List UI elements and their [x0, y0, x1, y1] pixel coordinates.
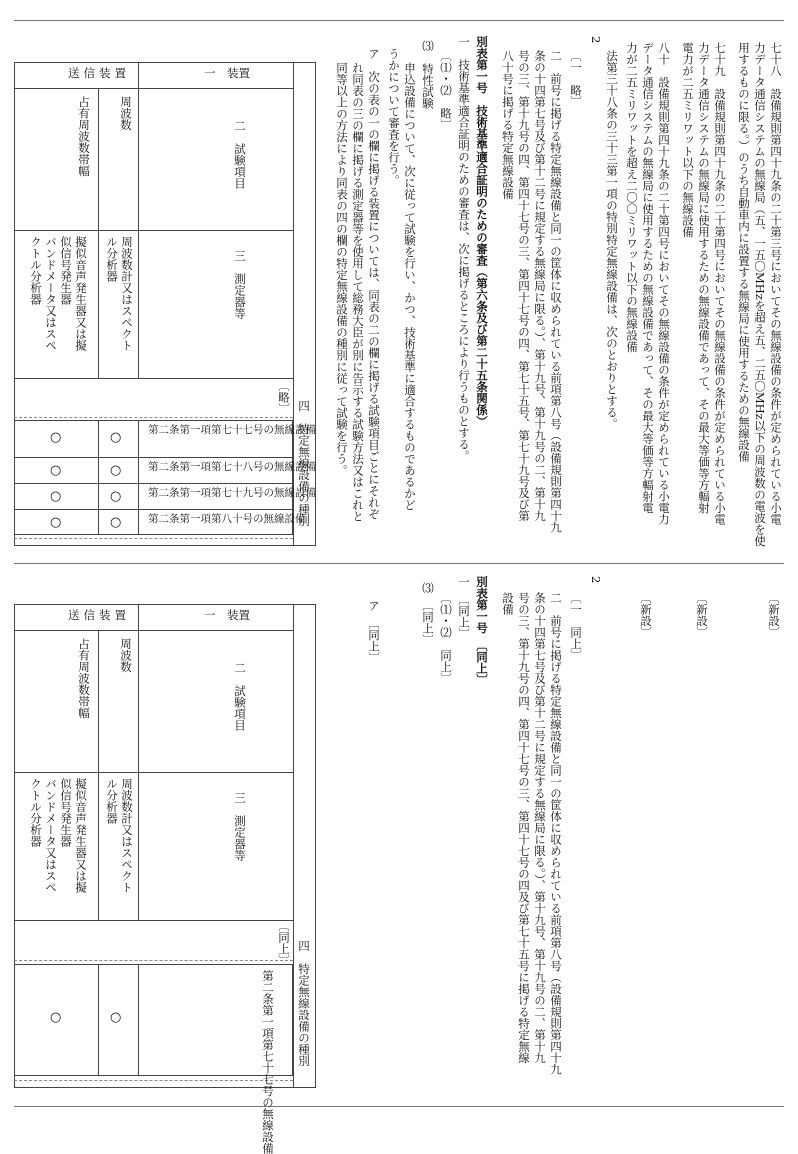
lower-same-mark: 〔同上〕 — [277, 920, 291, 966]
sub-a-line-3: 同等以上の方法により同表の四の欄の特定無線設備の種別に従って試験を行う。 — [335, 62, 349, 476]
lower-appendix-item-1: 一 〔同上〕 — [457, 576, 471, 640]
lower-appendix-title: 別表第一号 〔同上〕 — [475, 576, 489, 686]
lower-para-2-item-2-line-3: 号の三、第十九号の四、第四十七号の三、第四十七号の四及び第七十五号に掲げる特定無線 — [517, 592, 531, 1064]
sub-3-text-line-2: うかについて審査を行う。 — [387, 48, 401, 186]
upper-row2-inst: 擬似音声発生器又は擬 似信号発生器 バンドメータ又はスペ クトル分析器 — [29, 236, 88, 351]
upper-row2-item: 占有周波数帯幅 — [77, 96, 91, 177]
lower-row-divider — [14, 772, 293, 773]
upper-mark-3b: ○ — [50, 489, 62, 504]
upper-kind-header: 四 特定無線設備の種別 — [297, 400, 311, 527]
upper-kind-2: 第二条第一項第七十八号の無線設備 — [148, 461, 316, 473]
lower-row2-item: 占有周波数帯幅 — [77, 638, 91, 719]
middle-rule — [14, 563, 784, 564]
sub-a-line-2: れ同表の三の欄に掲げる測定器等を使用して総務大臣が別に告示する試験方法又はこれと — [351, 62, 365, 522]
upper-item-divider — [98, 88, 99, 378]
para-2-item-2-line-2: 条の十四第七号及び第十二号に規定する無線局に限る。）、第十九号、第十九号の二、第十九 — [533, 50, 547, 522]
lower-head-divider — [138, 604, 139, 630]
new-mark-78: 〔新設〕 — [767, 592, 781, 638]
lower-para-2-item-1: 〔一 同上〕 — [569, 592, 583, 661]
lower-row1-inst: 周波数計又はスペクト ル分析器 — [105, 778, 134, 893]
lower-mark-b: ○ — [50, 1010, 62, 1025]
upper-mark-4a: ○ — [110, 515, 122, 530]
item-78-line-2: 力データ通信システムの無線局（五、一五〇MHzを超え五、二五〇MHz以下の周波数の電波を使 — [753, 42, 767, 547]
lower-kind-vdiv-1 — [98, 964, 99, 1076]
lower-dash-top — [14, 960, 293, 961]
item-79-line-1: 七十九 設備規則第四十九条の二十第四号においてその無線設備の条件が定められている小電 — [713, 42, 727, 525]
upper-mark-1a: ○ — [110, 430, 122, 445]
upper-row1-inst: 周波数計又はスペクト ル分析器 — [105, 236, 134, 351]
upper-item-header: 二 試験項目 — [233, 120, 247, 189]
bottom-rule — [14, 1106, 784, 1107]
upper-omit-rule — [14, 378, 293, 379]
upper-head-divider — [138, 62, 139, 88]
upper-tx-header: 送信装置 — [68, 66, 130, 80]
top-rule — [14, 20, 784, 21]
lower-sub-1-2: 〔⑴・⑵ 同上〕 — [439, 592, 453, 684]
appendix-title: 別表第一号 技術基準適合証明のための審査（第六条及び第二十五条関係） — [475, 36, 489, 427]
para-2-item-2-line-3: 号の三、第十九号の四、第四十七号の三、第四十七号の四、第七十五号、第七十九号及び第 — [517, 50, 531, 522]
item-79-line-3: 電力が二五ミリワット以下の無線設備 — [681, 42, 695, 238]
upper-row-divider — [14, 230, 293, 231]
lower-kind-header: 四 特定無線設備の種別 — [297, 940, 311, 1067]
para-2-item-2-line-1: 二 前号に掲げる特定無線設備と同一の筐体に収められている前項第八号（設備規則第四十九 — [549, 50, 563, 533]
lower-inst-header: 三 測定器等 — [233, 792, 247, 861]
sub-a-line-1: ア 次の表の一の欄に掲げる装置については、同表の二の欄に掲げる試験項目ごとにそれぞ — [367, 48, 381, 520]
item-79-line-2: 力データ通信システムの無線局に使用するための無線設備であって、その最大等価等方輻射 — [697, 42, 711, 514]
lower-para-2-item-2-line-4: 設備 — [501, 592, 515, 615]
upper-inst-header: 三 測定器等 — [233, 250, 247, 319]
para-2-item-2-line-4: 八十号に掲げる特定無線設備 — [501, 50, 515, 200]
new-mark-80: 〔新設〕 — [639, 592, 653, 638]
upper-kind-1: 第二条第一項第七十七号の無線設備 — [148, 424, 316, 436]
lower-item-divider — [98, 630, 99, 920]
sub-1-2-omitted: 〔⑴・⑵ 略〕 — [439, 50, 453, 131]
upper-kind-vdiv-2 — [138, 420, 139, 535]
upper-kind-rule-1 — [14, 457, 293, 458]
item-78-line-3: 用するものに限る。）のうち自動車内に設置する無線局に使用するための無線設備 — [737, 42, 751, 462]
new-mark-79: 〔新設〕 — [695, 592, 709, 638]
upper-mark-2a: ○ — [110, 463, 122, 478]
upper-kind-3: 第二条第一項第七十九号の無線設備 — [148, 487, 316, 499]
lower-mid-divider — [138, 630, 139, 920]
lower-mark-a: ○ — [110, 1010, 122, 1025]
appendix-item-1: 一 技術基準適合証明のための審査は、次に掲げるところにより行うものとする。 — [457, 36, 471, 462]
upper-mark-4b: ○ — [50, 515, 62, 530]
lower-same-rule — [14, 920, 293, 921]
para-2-item-1-omitted: 〔一 略〕 — [569, 50, 583, 108]
para-2-text: 法第三十八条の三十三第一項の特別特定無線設備は、次のとおりとする。 — [605, 50, 619, 430]
upper-mark-1b: ○ — [50, 430, 62, 445]
lower-kind-1: 第二条第一項第七十七号の無線設備 — [261, 970, 275, 1154]
lower-tx-header: 送信装置 — [68, 608, 130, 622]
lower-kind-header-col — [293, 604, 294, 1088]
lower-dash-bottom — [14, 1080, 293, 1081]
sub-3-text-line-1: 申込設備について、次に従って試験を行い、かつ、技術基準に適合するものであるかど — [403, 62, 417, 511]
upper-kind-vdiv-1 — [98, 420, 99, 535]
upper-device-header: 一 装置 — [204, 66, 250, 80]
lower-sub-a: ア 〔同上〕 — [367, 600, 381, 664]
item-78-line-1: 七十八 設備規則第四十九条の二十第三号においてその無線設備の条件が定められている小電 — [769, 42, 783, 525]
lower-kind-vdiv-2 — [138, 964, 139, 1076]
para-2-number: 2 — [589, 36, 603, 44]
upper-mark-2b: ○ — [50, 463, 62, 478]
upper-kind-rule-2 — [14, 483, 293, 484]
item-80-line-2: データ通信システムの無線局に使用するための無線設備であって、その最大等価等方輻射電 — [641, 42, 655, 514]
upper-kind-rule-3 — [14, 509, 293, 510]
lower-row1-item: 周波数 — [119, 638, 133, 673]
lower-item-header: 二 試験項目 — [233, 662, 247, 731]
upper-mid-divider — [138, 88, 139, 378]
lower-para-2-item-2-line-1: 二 前号に掲げる特定無線設備と同一の筐体に収められている前項第八号（設備規則第四十九 — [549, 592, 563, 1075]
upper-dash-top — [14, 417, 293, 418]
sub-3-title: ⑶ 特性試験 — [421, 40, 435, 109]
upper-row1-item: 周波数 — [119, 96, 133, 131]
lower-head-rule — [14, 630, 293, 631]
lower-device-header: 一 装置 — [204, 608, 250, 622]
upper-kind-4: 第二条第一項第八十号の無線設備 — [148, 513, 306, 525]
item-80-line-1: 八十 設備規則第四十九条の二十第四号においてその無線設備の条件が定められている小電力 — [657, 42, 671, 525]
lower-para-2-item-2-line-2: 条の十四第七号及び第十二号に規定する無線局に限る。）、第十九号、第十九号の二、第十九 — [533, 592, 547, 1064]
item-80-line-3: 力が二五ミリワットを超え二〇〇ミリワット以下の無線設備 — [625, 42, 639, 353]
upper-dash-bottom — [14, 538, 293, 539]
upper-mark-3a: ○ — [110, 489, 122, 504]
lower-para-2-number: 2 — [589, 576, 603, 584]
lower-row2-inst: 擬似音声発生器又は擬 似信号発生器 バンドメータ又はスペ クトル分析器 — [29, 778, 88, 893]
upper-omit-mark: 〔略〕 — [277, 380, 291, 415]
lower-sub-3: ⑶ 〔同上〕 — [421, 582, 435, 646]
